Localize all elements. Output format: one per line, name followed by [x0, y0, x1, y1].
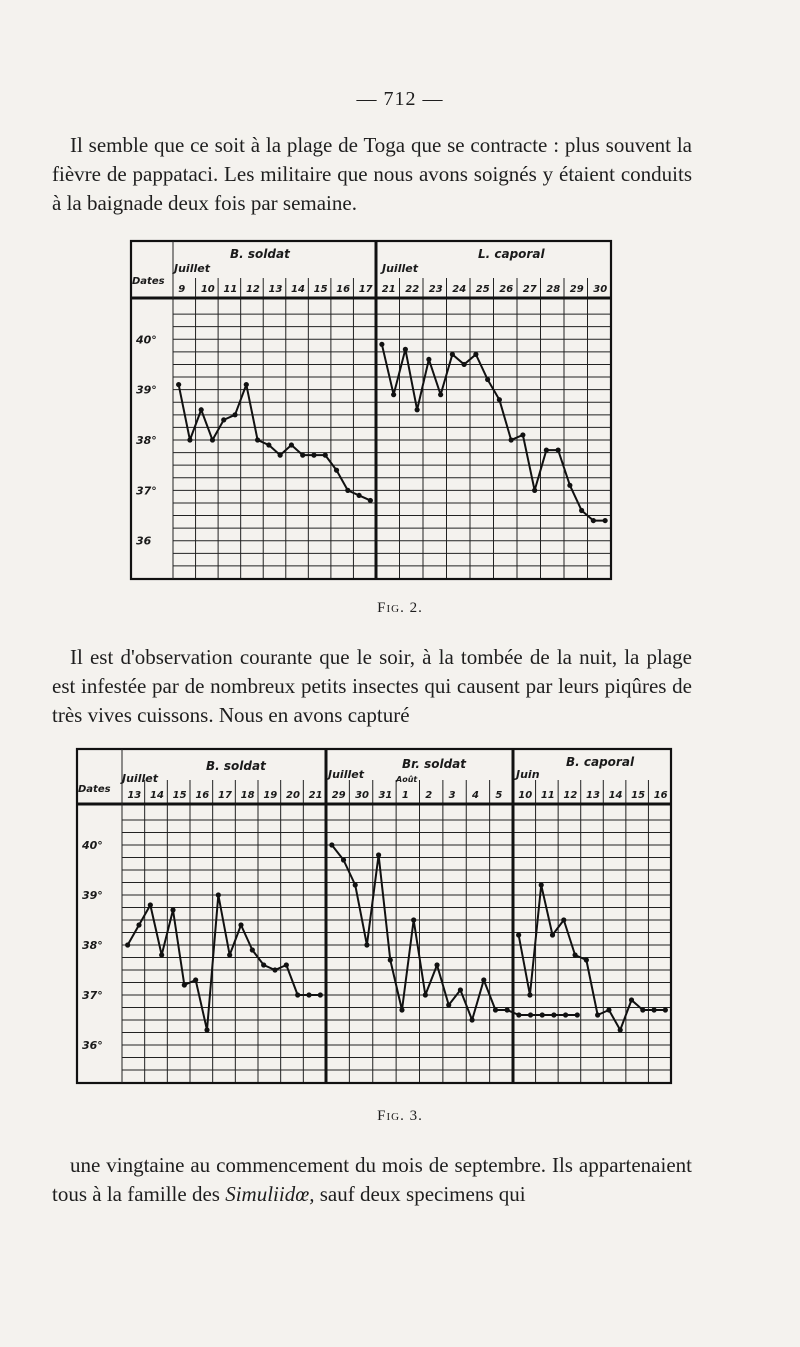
- date-tick-label: 29: [569, 284, 584, 295]
- data-point: [550, 932, 555, 937]
- data-point: [187, 437, 192, 442]
- data-point: [306, 992, 311, 997]
- data-point: [250, 947, 255, 952]
- data-point: [368, 498, 373, 503]
- figure-2-row-label: Dates: [132, 276, 165, 287]
- data-point: [540, 1012, 545, 1017]
- figure-3-panel3-month: Juin: [516, 768, 540, 781]
- data-point: [232, 412, 237, 417]
- figure-3-panel3-title: B. caporal: [566, 755, 635, 769]
- paragraph-3-text-end: sauf deux specimens qui: [314, 1182, 526, 1206]
- date-tick-label: 13: [586, 790, 600, 801]
- figure-3-grid: [122, 780, 671, 1083]
- data-point: [278, 453, 283, 458]
- data-point: [528, 1012, 533, 1017]
- data-point: [527, 992, 532, 997]
- figure-3-panel2-month: Juillet: [328, 768, 364, 781]
- page-number: — 712 —: [356, 88, 444, 110]
- data-point: [399, 1007, 404, 1012]
- date-tick-label: 16: [195, 790, 210, 801]
- date-tick-label: 14: [291, 284, 305, 295]
- date-tick-label: 10: [200, 284, 215, 295]
- paragraph-2-text: Il est d'observation courante que le soir, à la tombée de la nuit, la plage est infestée par de nombreux petits insectes qui causent par leurs piqûres de très vives cuissons. Nous en avons capturé: [52, 645, 692, 727]
- figure-3-panel2-month2: Août: [396, 775, 418, 784]
- y-tick-label: 39°: [136, 383, 157, 397]
- figure-2-chart: [130, 240, 612, 580]
- data-point: [311, 453, 316, 458]
- data-point: [561, 917, 566, 922]
- data-point: [544, 447, 549, 452]
- date-tick-label: 25: [475, 284, 490, 295]
- date-tick-label: 15: [631, 790, 646, 801]
- data-point: [255, 437, 260, 442]
- date-tick-label: 23: [428, 284, 443, 295]
- data-point: [473, 352, 478, 357]
- date-tick-label: 13: [268, 284, 283, 295]
- data-point: [618, 1027, 623, 1032]
- data-point: [606, 1007, 611, 1012]
- figure-3-panel1-title: B. soldat: [206, 759, 266, 773]
- data-point: [176, 382, 181, 387]
- figure-3-chart: [76, 748, 672, 1084]
- data-point: [300, 453, 305, 458]
- data-point: [210, 437, 215, 442]
- data-point: [520, 432, 525, 437]
- paragraph-1: [52, 131, 692, 218]
- data-point: [462, 362, 467, 367]
- data-point: [272, 967, 277, 972]
- data-point: [193, 977, 198, 982]
- data-point: [426, 357, 431, 362]
- series-line: [128, 895, 321, 1030]
- data-point: [505, 1007, 510, 1012]
- date-tick-label: 5: [495, 790, 503, 801]
- figure-2-caption: Fig. 2.: [377, 600, 423, 616]
- data-point: [551, 1012, 556, 1017]
- data-point: [356, 493, 361, 498]
- paragraph-2: [52, 643, 692, 730]
- data-point: [125, 942, 130, 947]
- data-point: [446, 1002, 451, 1007]
- date-tick-label: 11: [540, 790, 555, 801]
- date-tick-label: 30: [355, 790, 369, 801]
- data-point: [345, 488, 350, 493]
- figure-2-panel1-title: B. soldat: [230, 247, 290, 261]
- date-tick-label: 9: [178, 284, 186, 295]
- data-point: [261, 962, 266, 967]
- data-point: [434, 962, 439, 967]
- data-point: [603, 518, 608, 523]
- data-point: [415, 407, 420, 412]
- date-tick-label: 16: [653, 790, 668, 801]
- data-point: [663, 1007, 668, 1012]
- data-point: [450, 352, 455, 357]
- y-tick-label: 38°: [82, 939, 103, 952]
- data-point: [411, 917, 416, 922]
- y-tick-label: 39°: [82, 889, 103, 902]
- y-tick-label: 38°: [136, 434, 157, 447]
- figure-3-panel1-month: Juillet: [122, 772, 158, 785]
- data-point: [170, 907, 175, 912]
- data-point: [423, 992, 428, 997]
- date-tick-label: 3: [448, 790, 456, 801]
- data-point: [572, 952, 577, 957]
- date-tick-label: 13: [127, 790, 142, 801]
- y-tick-label: 40°: [136, 333, 157, 347]
- date-tick-label: 2: [425, 790, 433, 801]
- data-point: [481, 977, 486, 982]
- data-point: [629, 997, 634, 1002]
- data-point: [318, 992, 323, 997]
- data-point: [584, 957, 589, 962]
- y-tick-label: 40°: [82, 839, 103, 852]
- paragraph-3-text: une vingtaine au commencement du mois de septembre. Ils appartenaient tous à la famille des: [52, 1153, 692, 1206]
- figure-2-grid: [173, 278, 611, 579]
- date-tick-label: 18: [240, 790, 255, 801]
- data-point: [403, 347, 408, 352]
- date-tick-label: 15: [172, 790, 187, 801]
- data-point: [595, 1012, 600, 1017]
- data-point: [516, 1012, 521, 1017]
- date-tick-label: 14: [150, 790, 164, 801]
- data-point: [244, 382, 249, 387]
- data-point: [295, 992, 300, 997]
- figure-3-panel2-title: Br. soldat: [402, 757, 467, 771]
- date-tick-label: 27: [522, 284, 537, 295]
- data-point: [216, 892, 221, 897]
- figure-2-panel2-month: Juillet: [382, 262, 418, 275]
- data-point: [563, 1012, 568, 1017]
- data-point: [458, 987, 463, 992]
- data-point: [438, 392, 443, 397]
- data-point: [227, 952, 232, 957]
- data-point: [509, 437, 514, 442]
- figure-3-caption: Fig. 3.: [377, 1108, 423, 1124]
- y-tick-label: 37°: [136, 484, 157, 498]
- data-point: [640, 1007, 645, 1012]
- data-point: [516, 932, 521, 937]
- date-tick-label: 15: [313, 284, 328, 295]
- date-tick-label: 12: [563, 790, 578, 801]
- date-tick-label: 30: [593, 284, 608, 295]
- data-point: [493, 1007, 498, 1012]
- date-tick-label: 20: [286, 790, 300, 801]
- data-point: [266, 442, 271, 447]
- date-tick-label: 26: [499, 284, 514, 295]
- data-point: [556, 447, 561, 452]
- data-point: [497, 397, 502, 402]
- date-tick-label: 14: [608, 790, 623, 801]
- data-point: [353, 882, 358, 887]
- data-point: [323, 453, 328, 458]
- data-point: [469, 1017, 474, 1022]
- data-point: [182, 982, 187, 987]
- date-tick-label: 16: [336, 284, 351, 295]
- data-point: [539, 882, 544, 887]
- data-point: [204, 1027, 209, 1032]
- data-point: [148, 902, 153, 907]
- data-point: [532, 488, 537, 493]
- data-point: [136, 922, 141, 927]
- date-tick-label: 4: [471, 790, 479, 801]
- data-point: [238, 922, 243, 927]
- data-point: [391, 392, 396, 397]
- data-point: [591, 518, 596, 523]
- date-tick-label: 21: [381, 284, 396, 295]
- date-tick-label: 1: [401, 790, 409, 801]
- data-point: [567, 483, 572, 488]
- data-point: [579, 508, 584, 513]
- data-point: [485, 377, 490, 382]
- date-tick-label: 12: [245, 284, 260, 295]
- data-point: [388, 957, 393, 962]
- data-point: [376, 852, 381, 857]
- data-point: [334, 468, 339, 473]
- data-point: [575, 1012, 580, 1017]
- paragraph-1-text: Il semble que ce soit à la plage de Toga que se contracte : plus souvent la fièvre de pappataci. Les militaire que nous avons soignés y étaient conduits à la baignade deux fois par semaine.: [52, 133, 692, 215]
- data-point: [289, 442, 294, 447]
- data-point: [364, 942, 369, 947]
- y-tick-label: 36°: [82, 1039, 103, 1052]
- data-point: [341, 857, 346, 862]
- date-tick-label: 29: [331, 790, 346, 801]
- date-tick-label: 17: [218, 790, 232, 801]
- y-tick-label: 36: [136, 534, 152, 548]
- data-point: [329, 842, 334, 847]
- figure-3-row-label: Dates: [78, 784, 111, 795]
- figure-2-panel1-month: Juillet: [174, 262, 210, 275]
- date-tick-label: 21: [308, 790, 323, 801]
- figure-2-panel2-title: L. caporal: [478, 247, 545, 261]
- date-tick-label: 24: [452, 284, 467, 295]
- date-tick-label: 11: [223, 284, 238, 295]
- y-tick-label: 37°: [82, 989, 103, 1002]
- date-tick-label: 31: [378, 790, 393, 801]
- paragraph-3: [52, 1151, 692, 1209]
- date-tick-label: 10: [518, 790, 533, 801]
- paragraph-3-taxon: Simuliidœ,: [225, 1182, 315, 1206]
- date-tick-label: 19: [263, 790, 278, 801]
- data-point: [284, 962, 289, 967]
- date-tick-label: 17: [358, 284, 373, 295]
- date-tick-label: 28: [546, 284, 561, 295]
- data-point: [379, 342, 384, 347]
- data-point: [159, 952, 164, 957]
- data-point: [651, 1007, 656, 1012]
- data-point: [221, 417, 226, 422]
- date-tick-label: 22: [405, 284, 420, 295]
- data-point: [199, 407, 204, 412]
